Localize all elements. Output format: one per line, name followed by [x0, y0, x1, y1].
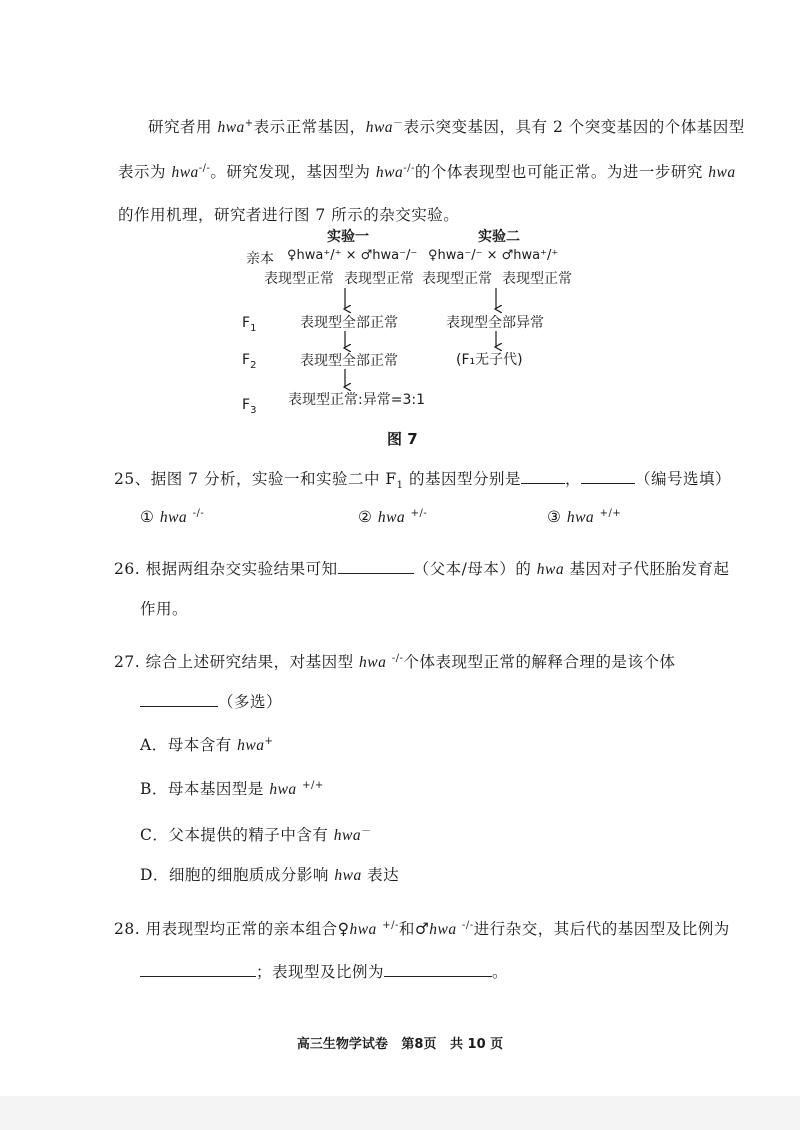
q28-blank-1[interactable] — [140, 962, 256, 977]
q27-stem-2: （多选） — [140, 690, 282, 712]
exp1-f3: 表现型正常:异常=3:1 — [288, 392, 425, 408]
q27-blank[interactable] — [140, 692, 218, 707]
exp1-cross: ♀hwa⁺/⁺ × ♂hwa⁻/⁻ — [287, 248, 418, 263]
q26-stem: 26. 根据两组杂交实验结果可知 （父本/母本）的 hwa 基因对子代胚胎发育起 — [114, 560, 730, 578]
intro-line-2: 表示为 hwa-/-。研究发现，基因型为 hwa-/-的个体表现型也可能正常。为进一步研究 hwa — [118, 162, 736, 181]
exp1-title: 实验一 — [327, 229, 369, 245]
exp2-title: 实验二 — [478, 229, 520, 245]
exp2-cross: ♀hwa⁻/⁻ × ♂hwa⁺/⁺ — [428, 248, 559, 263]
figure-caption: 图 7 — [387, 430, 418, 448]
q26-stem-2: 作用。 — [140, 600, 189, 618]
exp2-f2: (F₁无子代) — [456, 352, 523, 368]
q27-option-c[interactable]: C．父本提供的精子中含有 hwa－ — [140, 826, 372, 845]
f1-label: $F_1$ — [242, 315, 257, 334]
q25-option-2: ② hwa +/- — [358, 508, 428, 527]
q25-option-1: ① hwa -/- — [140, 508, 205, 527]
q25-blank-2[interactable] — [581, 469, 635, 484]
pheno-normal-1: 表现型正常 — [264, 271, 334, 287]
q25-stem: 25、据图 7 分析，实验一和实验二中 $F_1$ 的基因型分别是 ， （编号选填） — [114, 470, 731, 492]
pheno-normal-3: 表现型正常 — [422, 271, 492, 287]
f3-label: $F_3$ — [242, 397, 257, 416]
intro-line-3: 的作用机理，研究者进行图 7 所示的杂交实验。 — [118, 206, 460, 224]
q27-option-b[interactable]: B．母本基因型是 hwa +/+ — [140, 779, 324, 798]
q28-blank-2[interactable] — [384, 962, 492, 977]
q25-blank-1[interactable] — [521, 469, 565, 484]
exp1-f2: 表现型全部正常 — [300, 353, 398, 369]
bottom-band — [0, 1096, 800, 1130]
pheno-normal-4: 表现型正常 — [502, 271, 572, 287]
pheno-normal-2: 表现型正常 — [344, 271, 414, 287]
q26-blank[interactable] — [338, 559, 414, 574]
page-footer: 高三生物学试卷 第8页 共 10 页 — [296, 1037, 504, 1052]
q27-option-a[interactable]: A．母本含有 hwa+ — [140, 735, 274, 754]
q27-stem: 27. 综合上述研究结果，对基因型 hwa -/-个体表现型正常的解释合理的是该个体 — [114, 652, 676, 671]
f2-label: $F_2$ — [242, 352, 257, 371]
intro-line-1: 研究者用 hwa+表示正常基因，hwa－表示突变基因，具有 2 个突变基因的个体基因型 — [148, 118, 745, 137]
exp2-f1: 表现型全部异常 — [446, 315, 544, 331]
parent-label: 亲本 — [246, 251, 274, 267]
exp1-f1: 表现型全部正常 — [300, 315, 398, 331]
q27-option-d[interactable]: D．细胞的细胞质成分影响 hwa 表达 — [140, 866, 400, 884]
q25-option-3: ③ hwa +/+ — [547, 508, 622, 527]
q28-stem: 28. 用表现型均正常的亲本组合♀hwa +/-和♂hwa -/-进行杂交，其后代的基因型及比例为 — [114, 919, 730, 938]
q28-stem-2: ；表现型及比例为 。 — [140, 960, 508, 982]
